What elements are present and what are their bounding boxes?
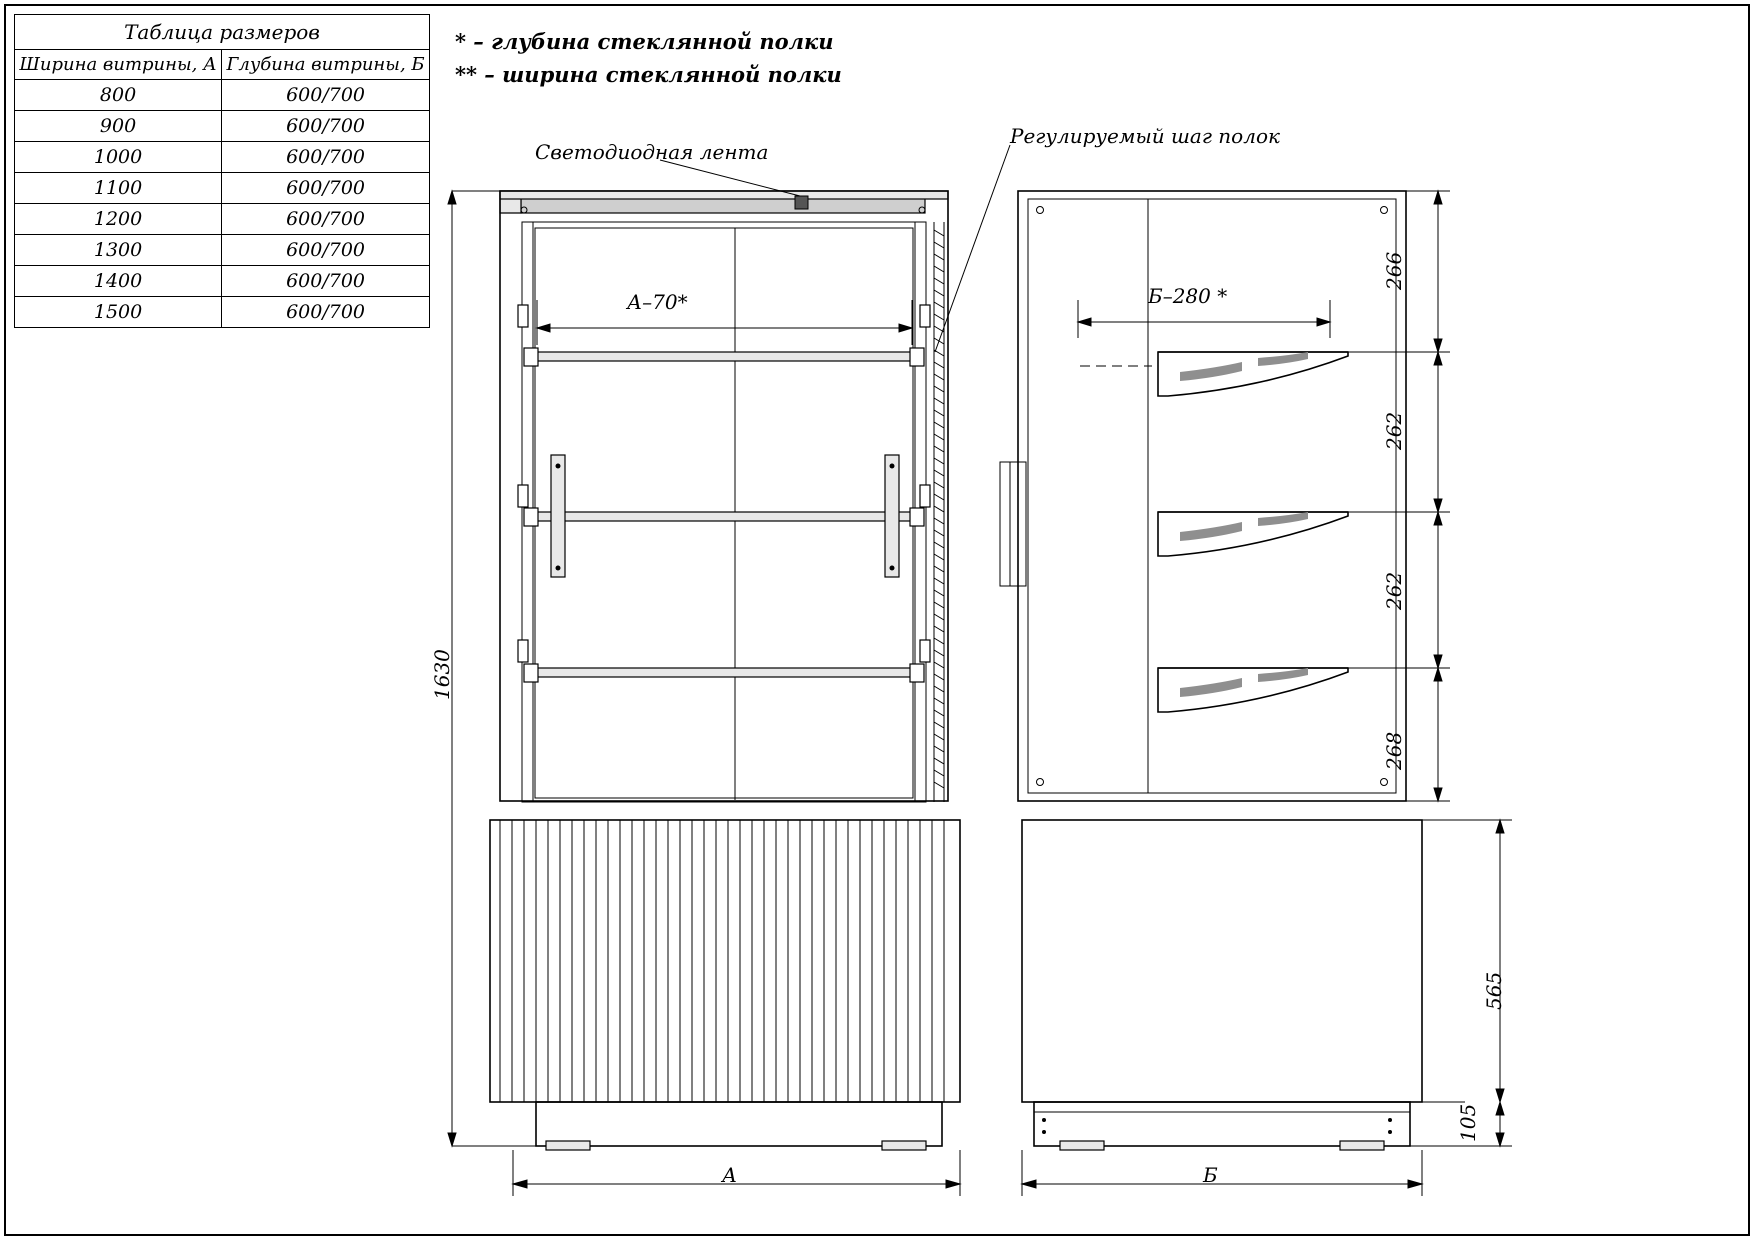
side-shelf-3 bbox=[1158, 668, 1348, 712]
dim-label-overall-depth: Б bbox=[1203, 1163, 1218, 1187]
legend-line-2: ** – ширина стеклянной полки bbox=[455, 61, 842, 87]
cell-depth: 600/700 bbox=[222, 204, 430, 235]
table-title: Таблица размеров bbox=[15, 15, 430, 50]
cell-depth: 600/700 bbox=[222, 111, 430, 142]
callout-shelf-pitch: Регулируемый шаг полок bbox=[1010, 124, 1280, 148]
dim-label-262-lower: 262 bbox=[1382, 571, 1406, 610]
cell-depth: 600/700 bbox=[222, 266, 430, 297]
led-strip-marker bbox=[795, 196, 808, 209]
front-view bbox=[448, 160, 960, 1196]
dim-overall-depth bbox=[1022, 1150, 1422, 1196]
cell-depth: 600/700 bbox=[222, 235, 430, 266]
cell-width: 1500 bbox=[15, 297, 222, 328]
cell-depth: 600/700 bbox=[222, 173, 430, 204]
legend-line-1: * – глубина стеклянной полки bbox=[455, 29, 834, 54]
side-shelf-1 bbox=[1080, 352, 1348, 396]
dim-shelf-width bbox=[537, 300, 912, 345]
cell-width: 800 bbox=[15, 80, 222, 111]
front-plinth bbox=[536, 1102, 942, 1146]
cell-width: 1300 bbox=[15, 235, 222, 266]
dim-label-total-height: 1630 bbox=[430, 649, 454, 700]
cell-depth: 600/700 bbox=[222, 80, 430, 111]
dim-label-base-height: 565 bbox=[1482, 971, 1506, 1010]
dim-label-266: 266 bbox=[1382, 251, 1406, 290]
shelf-bracket-right bbox=[885, 455, 899, 577]
front-shelf-3 bbox=[524, 664, 924, 682]
callout-led-strip: Светодиодная лента bbox=[535, 140, 769, 164]
side-handle bbox=[1000, 462, 1026, 586]
cell-width: 900 bbox=[15, 111, 222, 142]
shelf-pitch-callout-leader bbox=[935, 145, 1010, 352]
cell-depth: 600/700 bbox=[222, 297, 430, 328]
dim-total-height bbox=[448, 191, 536, 1146]
dim-label-plinth-height: 105 bbox=[1456, 1103, 1480, 1142]
dim-label-overall-width: А bbox=[722, 1163, 738, 1187]
cell-width: 1100 bbox=[15, 173, 222, 204]
cell-width: 1200 bbox=[15, 204, 222, 235]
shelf-bracket-left bbox=[551, 455, 565, 577]
dim-label-262-upper: 262 bbox=[1382, 411, 1406, 450]
dim-label-shelf-width: А–70* bbox=[627, 290, 688, 314]
cell-width: 1000 bbox=[15, 142, 222, 173]
column-header-depth: Глубина витрины, Б bbox=[222, 50, 430, 80]
dim-label-shelf-depth: Б–280 * bbox=[1148, 284, 1228, 308]
side-plinth bbox=[1034, 1102, 1410, 1146]
column-header-width: Ширина витрины, А bbox=[15, 50, 222, 80]
cell-depth: 600/700 bbox=[222, 142, 430, 173]
front-shelf-2 bbox=[524, 508, 924, 526]
front-shelf-1 bbox=[524, 348, 924, 366]
side-shelf-2 bbox=[1158, 512, 1348, 556]
cell-width: 1400 bbox=[15, 266, 222, 297]
side-base-cabinet bbox=[1022, 820, 1422, 1102]
dim-label-268: 268 bbox=[1382, 731, 1406, 770]
